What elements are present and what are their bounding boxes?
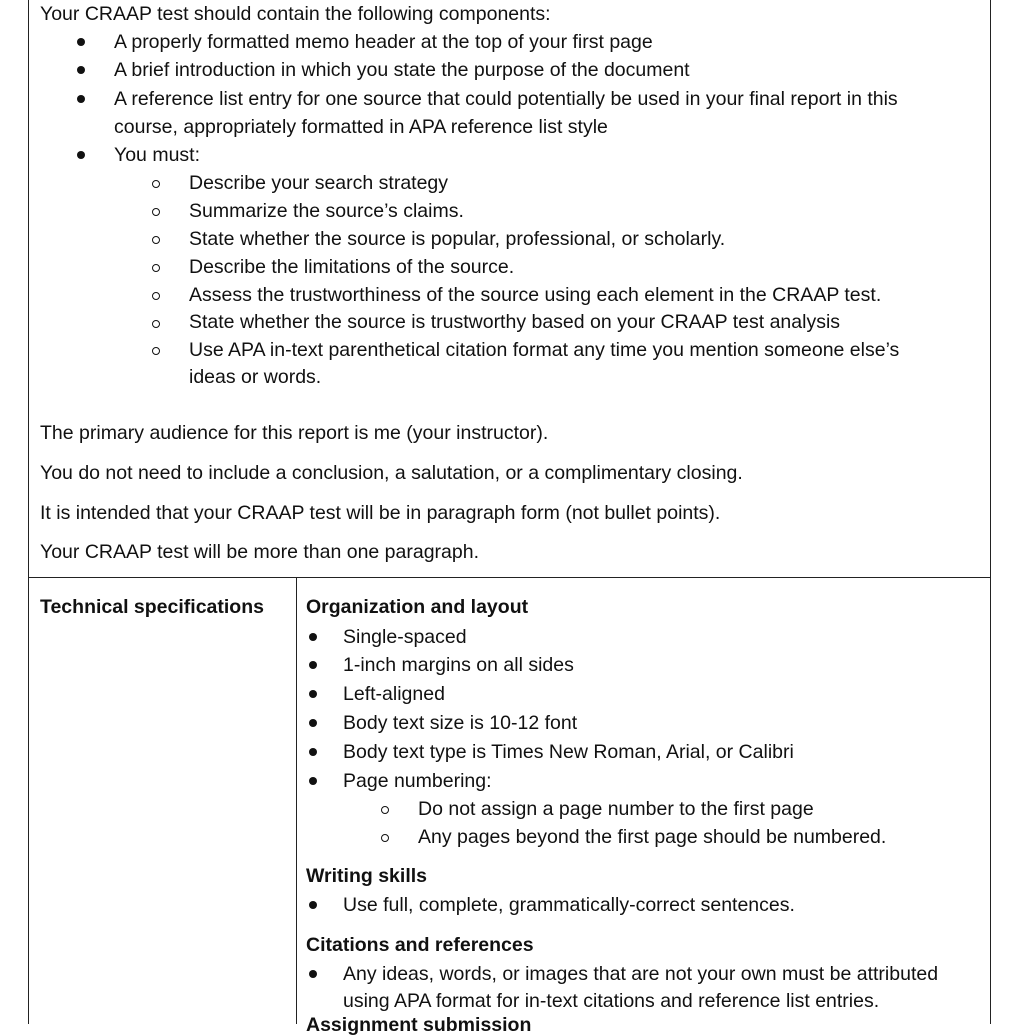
organization-item: Body text size is 10-12 font [343,712,578,734]
bullet-icon [77,38,85,46]
component-item: A reference list entry for one source that could potentially be used in your final report in this [114,88,898,110]
must-item: Describe your search strategy [189,172,449,194]
organization-item: Single-spaced [343,626,467,648]
organization-item: 1-inch margins on all sides [343,654,574,676]
citations-item-continuation: using APA format for in-text citations and reference list entries. [343,990,880,1012]
circle-bullet-icon [381,834,389,842]
circle-bullet-icon [381,806,389,814]
component-item: A brief introduction in which you state the purpose of the document [114,59,690,81]
column-divider [296,578,297,1024]
component-item: You must: [114,144,200,166]
citations-item: Any ideas, words, or images that are not your own must be attributed [343,963,939,985]
components-heading: Your CRAAP test should contain the following components: [40,3,551,25]
bullet-icon [309,633,317,641]
organization-item: Page numbering: [343,770,492,792]
must-item: Use APA in-text parenthetical citation format any time you mention someone else’s [189,339,900,361]
must-item: Summarize the source’s claims. [189,200,464,222]
organization-item: Body text type is Times New Roman, Arial, or Calibri [343,741,794,763]
organization-heading: Organization and layout [306,596,529,618]
page-numbering-item: Any pages beyond the first page should be numbered. [418,826,887,848]
circle-bullet-icon [152,320,160,328]
writing-skills-heading: Writing skills [306,865,427,887]
writing-item: Use full, complete, grammatically-correct sentences. [343,894,795,916]
bullet-icon [77,151,85,159]
circle-bullet-icon [152,347,160,355]
row-divider [28,577,991,578]
bullet-icon [309,748,317,756]
must-item: State whether the source is popular, professional, or scholarly. [189,228,726,250]
must-item: Describe the limitations of the source. [189,256,515,278]
organization-item: Left-aligned [343,683,445,705]
technical-specifications-label: Technical specifications [40,596,264,618]
must-item: Assess the trustworthiness of the source using each element in the CRAAP test. [189,284,882,306]
cut-off-heading: Assignment submission [306,1014,532,1036]
must-item-continuation: ideas or words. [189,366,322,388]
bullet-icon [77,95,85,103]
note-conclusion: You do not need to include a conclusion, a salutation, or a complimentary closing. [40,462,743,484]
bullet-icon [309,901,317,909]
circle-bullet-icon [152,264,160,272]
component-item: A properly formatted memo header at the top of your first page [114,31,653,53]
component-item-continuation: course, appropriately formatted in APA reference list style [114,116,608,138]
note-audience: The primary audience for this report is me (your instructor). [40,422,549,444]
bullet-icon [309,719,317,727]
bullet-icon [309,777,317,785]
bullet-icon [309,661,317,669]
circle-bullet-icon [152,292,160,300]
cut-off-heading-clip [306,1014,532,1036]
note-paragraph-form: It is intended that your CRAAP test will be in paragraph form (not bullet points). [40,502,721,524]
circle-bullet-icon [152,208,160,216]
bullet-icon [309,690,317,698]
bullet-icon [309,970,317,978]
page-numbering-item: Do not assign a page number to the first page [418,798,814,820]
circle-bullet-icon [152,180,160,188]
bullet-icon [77,66,85,74]
must-item: State whether the source is trustworthy based on your CRAAP test analysis [189,311,841,333]
citations-heading: Citations and references [306,934,534,956]
note-more-than-one: Your CRAAP test will be more than one paragraph. [40,541,480,563]
circle-bullet-icon [152,236,160,244]
